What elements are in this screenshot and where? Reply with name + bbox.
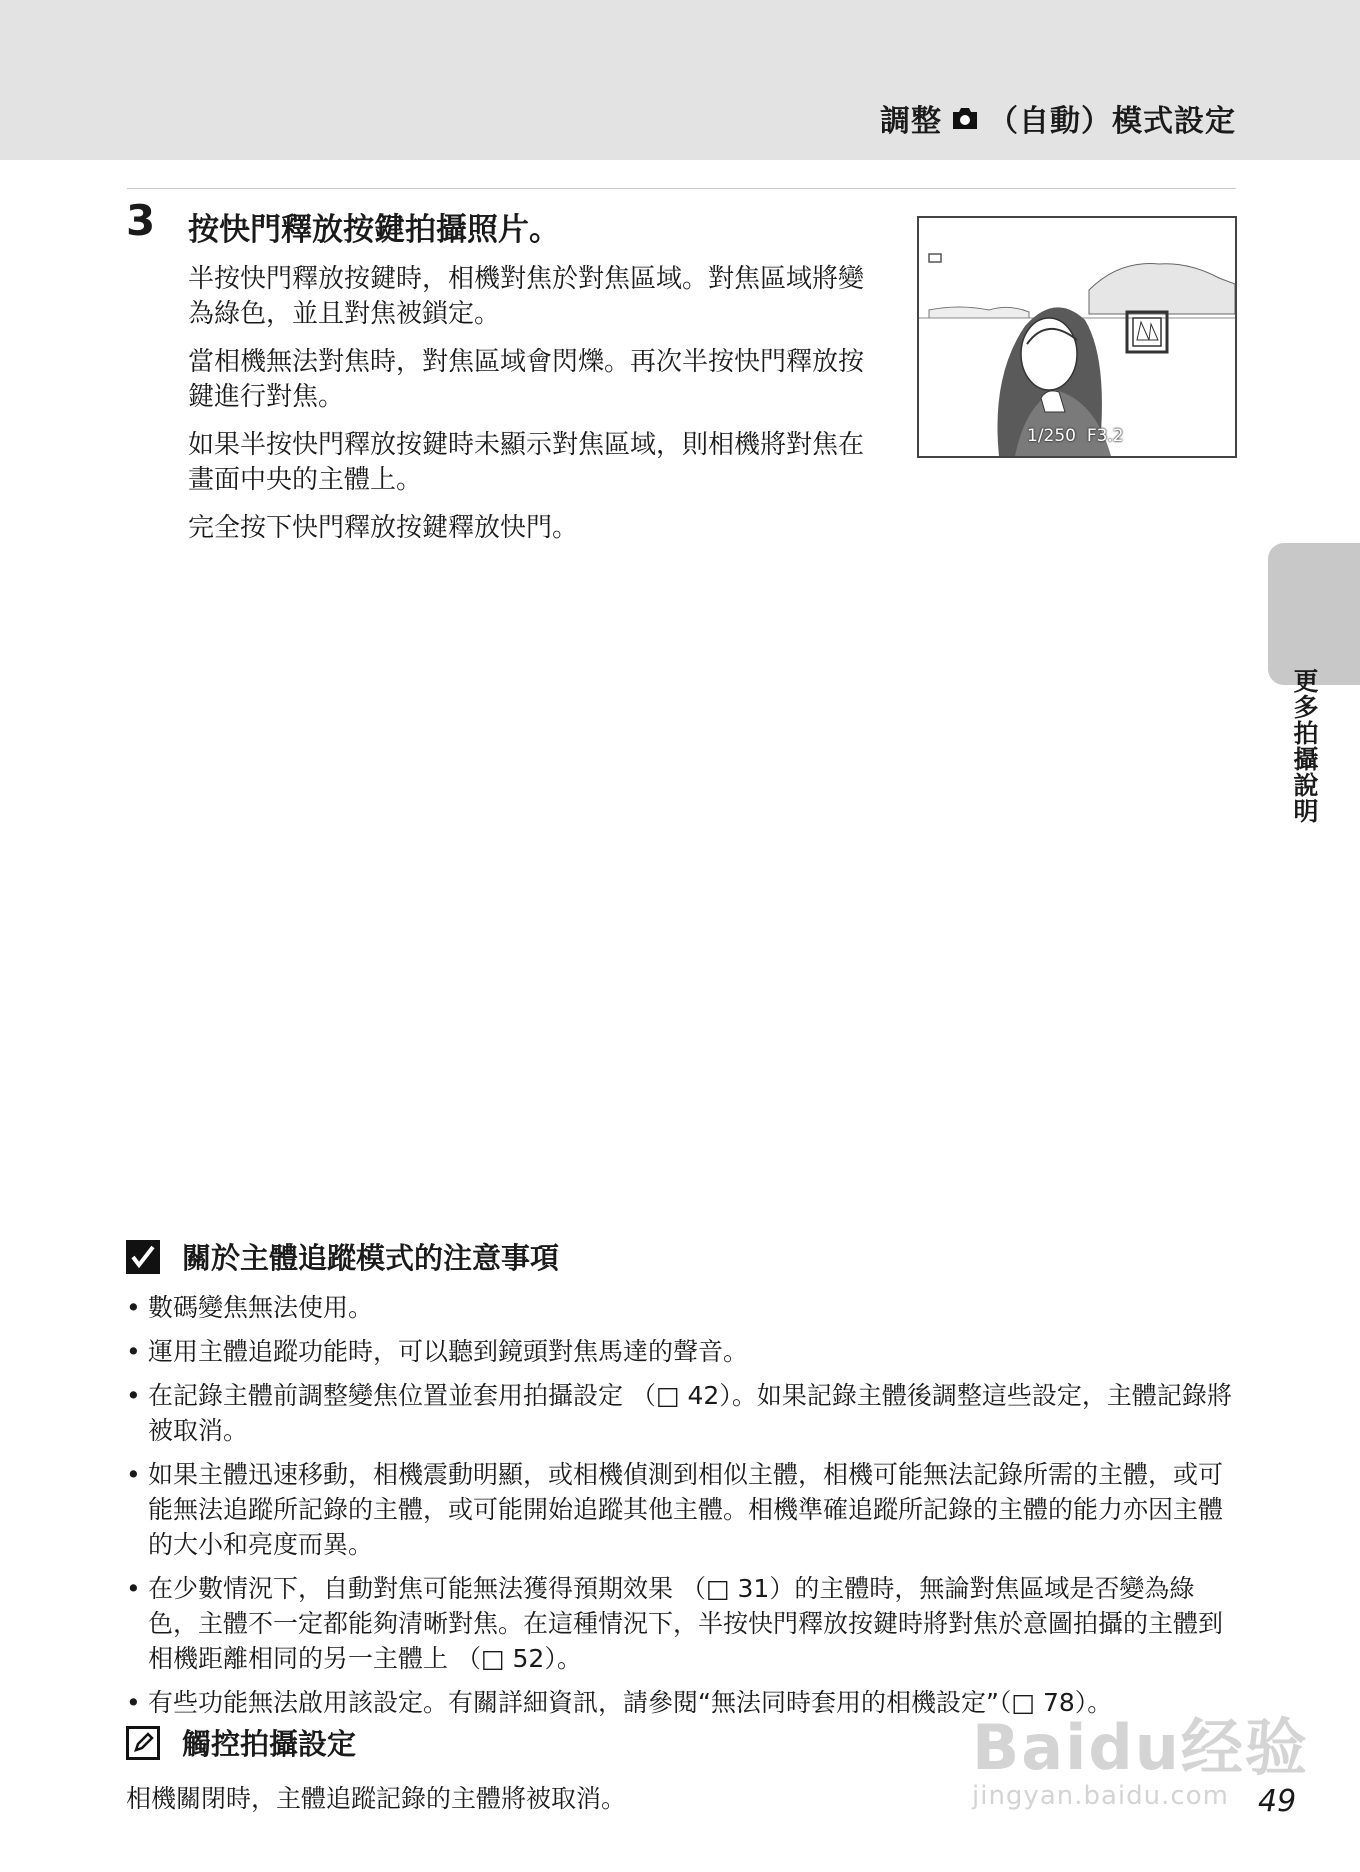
page-header-title: [880, 96, 1236, 140]
note-bullet-list: [126, 1290, 1238, 1729]
list-item: • 如果主體迅速移動，相機震動明顯，或相機偵測到相似主體，相機可能無法記錄所需的主體，或可能無法追蹤所記錄的主體，或可能開始追蹤其他主體。相機準確追蹤所記錄的主體的能力亦因主體的大小和亮度而異。: [126, 1457, 1238, 1562]
list-item: • 運用主體追蹤功能時，可以聽到鏡頭對焦馬達的聲音。: [126, 1334, 1238, 1369]
step-paragraph: 半按快門釋放按鍵時，相機對焦於對焦區域。對焦區域將變為綠色，並且對焦被鎖定。: [188, 264, 865, 329]
list-item: • 有些功能無法啟用該設定。有關詳細資訊，請參閱“無法同時套用的相機設定”（□ 78）。: [126, 1685, 1238, 1720]
exposure-readout: [1027, 426, 1124, 446]
note-title: 關於主體追蹤模式的注意事項: [182, 1241, 560, 1275]
step-paragraph: 當相機無法對焦時，對焦區域會閃爍。再次半按快門釋放按鍵進行對焦。: [188, 347, 865, 412]
step-paragraph: 如果半按快門釋放按鍵時未顯示對焦區域，則相機將對焦在畫面中央的主體上。: [188, 430, 865, 495]
watermark: [972, 1698, 1309, 1811]
watermark-url: jingyan.baidu.com: [972, 1781, 1229, 1811]
list-item: • 在記錄主體前調整變焦位置並套用拍攝設定 （□ 42）。如果記錄主體後調整這些設定，主體記錄將被取消。: [126, 1378, 1238, 1448]
side-tab[interactable]: [1268, 543, 1360, 685]
step-body: [188, 262, 888, 559]
note-title: 觸控拍攝設定: [182, 1727, 357, 1761]
aperture-value: F3.2: [1086, 426, 1124, 446]
step-number: 3: [126, 196, 156, 245]
list-item: • 在少數情況下，自動對焦可能無法獲得預期效果 （□ 31）的主體時，無論對焦區域是否變為綠色，主體不一定都能夠清晰對焦。在這種情況下，半按快門釋放按鍵時將對焦於意圖拍攝的主體到相機距離相同的另一主體上 （□ 52）。: [126, 1571, 1238, 1676]
header-title-suffix: （自動）模式設定: [988, 104, 1236, 139]
auto-camera-icon: [950, 103, 980, 133]
list-item: • 數碼變焦無法使用。: [126, 1290, 1238, 1325]
note-heading-subject-tracking: [126, 1236, 559, 1277]
camera-preview-illustration: [917, 216, 1237, 458]
shutter-speed: 1/250: [1027, 426, 1076, 446]
pencil-note-icon: [126, 1726, 160, 1760]
page-number: 49: [1258, 1784, 1297, 1819]
step-paragraph: 完全按下快門釋放按鍵釋放快門。: [188, 513, 579, 543]
watermark-main: Baidu经验: [972, 1711, 1309, 1784]
check-note-icon: [126, 1240, 160, 1274]
step-title: 按快門釋放按鍵拍攝照片。: [188, 212, 560, 248]
note-text: 相機關閉時，主體追蹤記錄的主體將被取消。: [126, 1784, 627, 1813]
header-title-prefix: 調整: [880, 104, 942, 139]
section-divider: [127, 188, 1236, 189]
note-heading-touch-shooting: [126, 1722, 356, 1763]
side-tab-label: 更多拍攝說明: [1290, 668, 1319, 824]
